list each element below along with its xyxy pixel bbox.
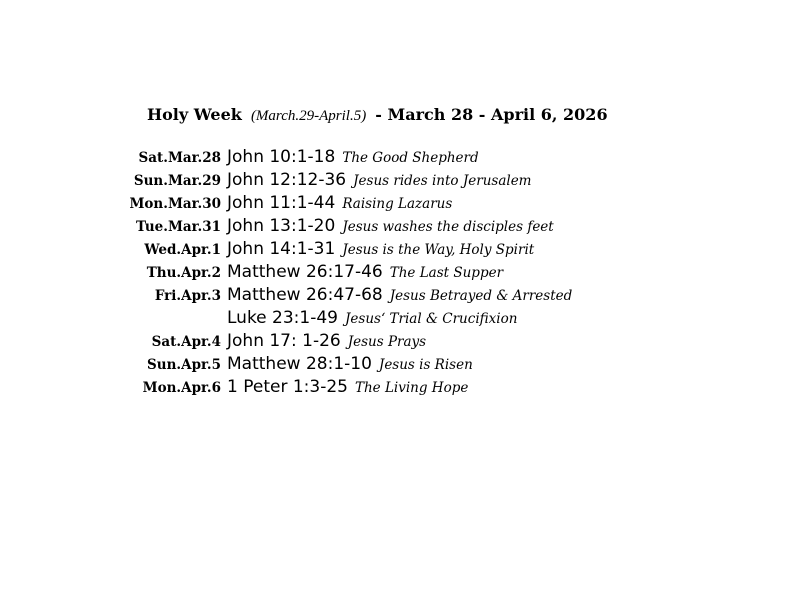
scripture-reference: John 17: 1-26 (227, 331, 341, 351)
reading-entry (227, 169, 531, 193)
reading-topic: The Living Hope (354, 380, 469, 396)
reading-topic: Jesus‘ Trial & Crucifixion (345, 311, 518, 327)
scripture-reference: John 13:1-20 (227, 216, 336, 236)
reading-day: Wed.Apr.1 (144, 242, 221, 258)
reading-day: Fri.Apr.3 (154, 288, 221, 304)
reading-row (0, 261, 792, 284)
reading-entry (227, 238, 534, 262)
scripture-reference: Matthew 26:47-68 (227, 285, 383, 305)
reading-entry (227, 376, 468, 400)
reading-entry (227, 146, 479, 170)
reading-row (0, 146, 792, 169)
reading-day: Sat.Mar.28 (138, 150, 221, 166)
title-main: Holy Week (147, 105, 242, 124)
reading-row (0, 284, 792, 307)
reading-row (0, 307, 792, 330)
reading-entry (227, 284, 572, 308)
scripture-reference: Matthew 26:17-46 (227, 262, 383, 282)
scripture-reference: Matthew 28:1-10 (227, 354, 372, 374)
reading-row (0, 238, 792, 261)
scripture-reference: Luke 23:1-49 (227, 308, 338, 328)
reading-row (0, 376, 792, 399)
reading-entry (227, 215, 554, 239)
reading-entry (227, 307, 517, 331)
scripture-reference: John 11:1-44 (227, 193, 336, 213)
reading-day: Sun.Mar.29 (133, 173, 221, 189)
reading-row (0, 353, 792, 376)
reading-topic: Raising Lazarus (342, 196, 453, 212)
reading-entry (227, 330, 426, 354)
reading-entry (227, 261, 503, 285)
reading-day: Thu.Apr.2 (146, 265, 221, 281)
reading-topic: Jesus Prays (347, 334, 427, 350)
reading-day: Mon.Apr.6 (142, 380, 221, 396)
reading-topic: The Last Supper (389, 265, 504, 281)
reading-day: Mon.Mar.30 (129, 196, 221, 212)
reading-topic: Jesus is Risen (378, 357, 473, 373)
reading-entry (227, 192, 452, 216)
reading-schedule (0, 146, 792, 399)
reading-row (0, 169, 792, 192)
reading-row (0, 215, 792, 238)
reading-day: Tue.Mar.31 (136, 219, 221, 235)
reading-topic: Jesus is the Way, Holy Spirit (342, 242, 535, 258)
page-title (147, 104, 608, 127)
reading-row (0, 192, 792, 215)
reading-day: Sat.Apr.4 (151, 334, 221, 350)
scripture-reference: John 12:12-36 (227, 170, 347, 190)
title-date-range: - March 28 - April 6, 2026 (375, 105, 608, 124)
scripture-reference: John 10:1-18 (227, 147, 336, 167)
reading-row (0, 330, 792, 353)
reading-topic: Jesus washes the disciples feet (342, 219, 554, 235)
scripture-reference: John 14:1-31 (227, 239, 336, 259)
reading-topic: The Good Shepherd (342, 150, 479, 166)
reading-entry (227, 353, 473, 377)
reading-day: Sun.Apr.5 (147, 357, 221, 373)
title-date-subtitle: (March.29-April.5) (250, 108, 367, 124)
scripture-reference: 1 Peter 1:3-25 (227, 377, 348, 397)
reading-topic: Jesus Betrayed & Arrested (389, 288, 573, 304)
reading-topic: Jesus rides into Jerusalem (353, 173, 532, 189)
